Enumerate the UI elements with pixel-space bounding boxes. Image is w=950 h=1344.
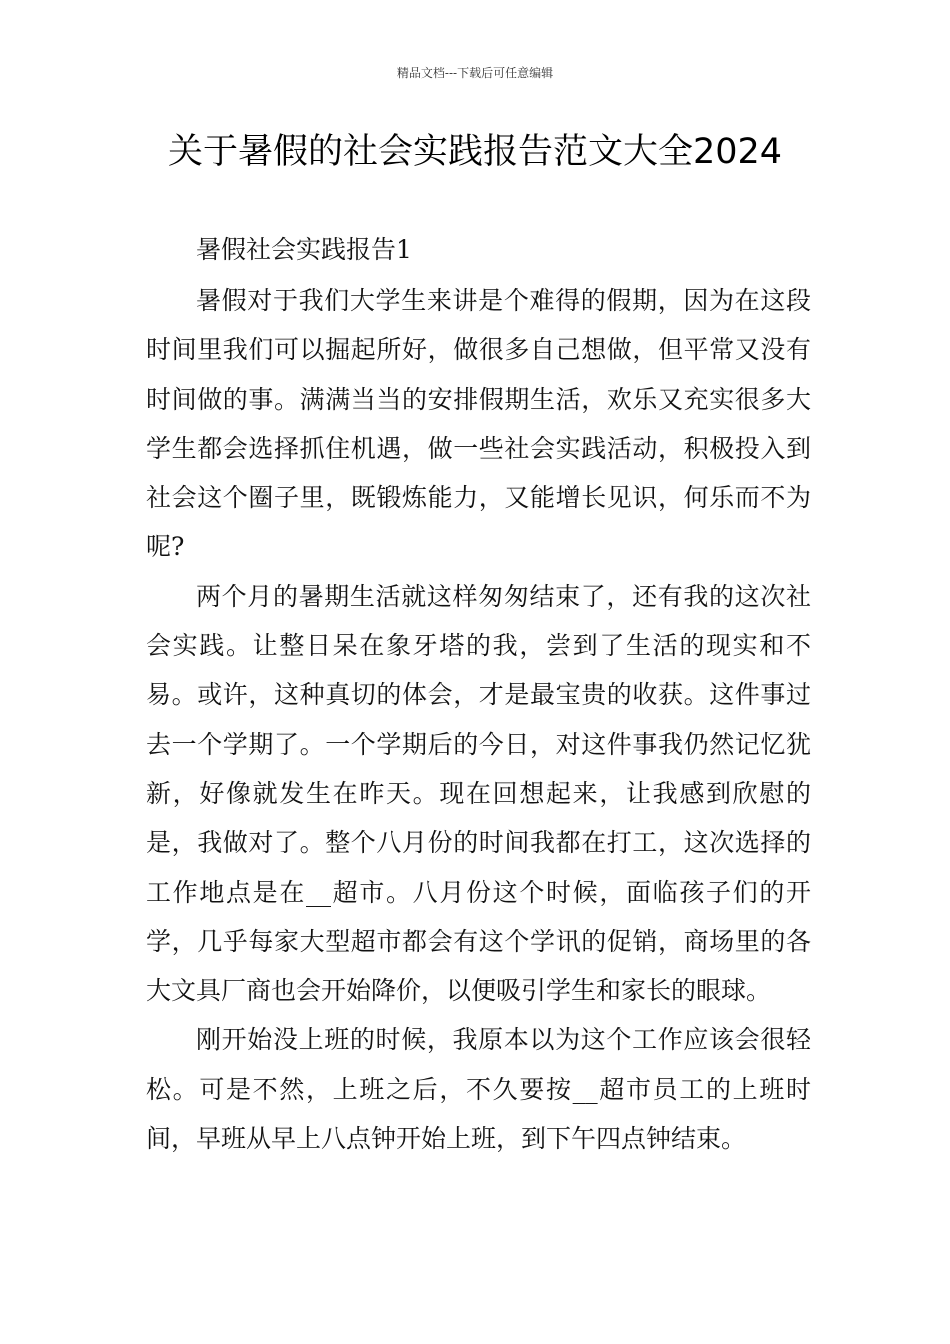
paragraph-1: 暑假对于我们大学生来讲是个难得的假期，因为在这段时间里我们可以掘起所好，做很多自己想做，但平常又没有时间做的事。满满当当的安排假期生活，欢乐又充实很多大学生都会选择抓住机遇，做一些社会实践活动，积极投入到社会这个圈子里，既锻炼能力，又能增长见识，何乐而不为呢? <box>146 286 811 562</box>
paragraph-2: 两个月的暑期生活就这样匆匆结束了，还有我的这次社会实践。让整日呆在象牙塔的我，尝到了生活的现实和不易。或许，这种真切的体会，才是最宝贵的收获。这件事过去一个学期了。一个学期后的今日，对这件事我仍然记忆犹新，好像就发生在昨天。现在回想起来，让我感到欣慰的是，我做对了。整个八月份的时间我都在打工，这次选择的工作地点是在__超市。八月份这个时候，面临孩子们的开学，几乎每家大型超市都会有这个学讯的促销，商场里的各大文具厂商也会开始降价，以便吸引学生和家长的眼球。 <box>146 581 811 1006</box>
header-note: 精品文档---下载后可任意编辑 <box>396 66 554 80</box>
section-heading: 暑假社会实践报告1 <box>196 235 412 264</box>
document-body <box>146 224 811 1163</box>
paragraph-3: 刚开始没上班的时候，我原本以为这个工作应该会很轻松。可是不然，上班之后，不久要按__超市员工的上班时间，早班从早上八点钟开始上班，到下午四点钟结束。 <box>146 1025 811 1154</box>
document-title: 关于暑假的社会实践报告范文大全2024 <box>167 132 783 172</box>
